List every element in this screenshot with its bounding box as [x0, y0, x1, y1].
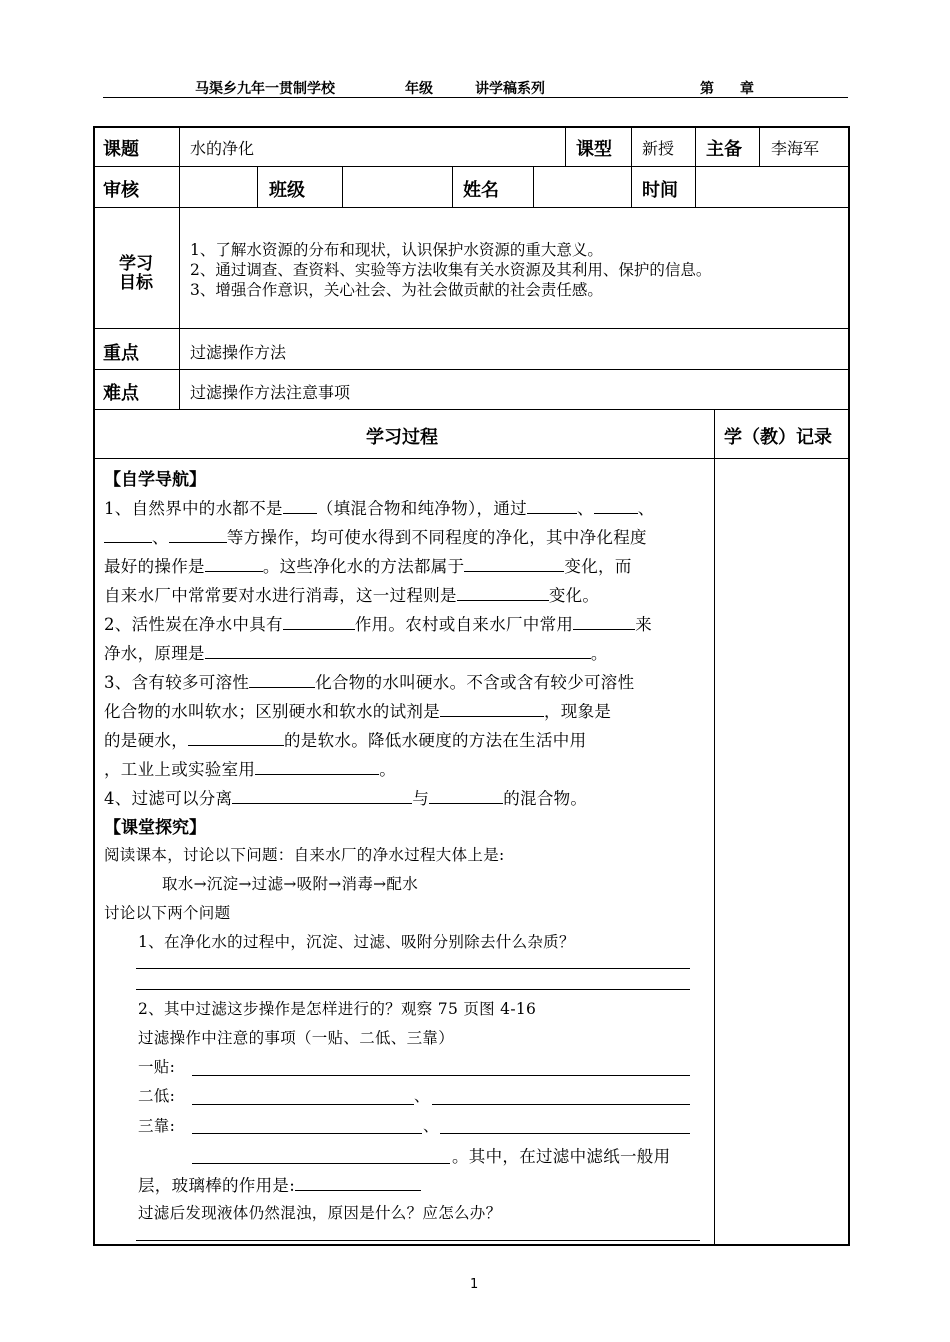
discuss-prompt: 讨论以下两个问题 — [104, 904, 231, 922]
school-name: 马渠乡九年一贯制学校 — [195, 81, 335, 97]
question-1-line-1: 1、自然界中的水都不是 （填混合物和纯净物），通过 、 、 — [104, 499, 655, 518]
goals-label-1: 学习 — [119, 254, 153, 274]
time-label: 时间 — [642, 180, 678, 201]
header-rule — [103, 97, 848, 98]
explore-title: 【课堂探究】 — [104, 818, 206, 838]
record-title: 学（教）记录 — [724, 427, 832, 448]
yitie-answer-line[interactable] — [192, 1075, 690, 1076]
discussion-question-1: 1、在净化水的过程中，沉淀、过滤、吸附分别除去什么杂质？ — [138, 933, 575, 951]
erdi-separator: 、 — [414, 1087, 430, 1105]
erdi-label: 二低: — [138, 1087, 176, 1105]
answer-line-1[interactable] — [136, 968, 690, 969]
class-label: 班级 — [269, 180, 305, 201]
zhang-label: 章 — [740, 81, 754, 97]
question-2-line-1: 2、活性炭在净水中具有 作用。农村或自来水厂中常用 来 — [104, 615, 653, 634]
lead-value: 李海军 — [771, 139, 820, 158]
topic-value: 水的净化 — [190, 139, 255, 158]
question-3-line-2: 化合物的水叫软水；区别硬水和软水的试剂是 ，现象是 — [104, 702, 612, 721]
erdi-answer-line-2[interactable] — [432, 1104, 690, 1105]
flow-process: 取水→沉淀→过滤→吸附→消毒→配水 — [162, 875, 419, 893]
question-2-line-2: 净水，原理是 。 — [104, 644, 608, 663]
key-value: 过滤操作方法 — [190, 343, 287, 362]
di-label: 第 — [700, 81, 714, 97]
grade-label: 年级 — [405, 81, 433, 97]
review-label: 审核 — [103, 180, 139, 201]
filter-paper-text: 。其中，在过滤中滤纸一般用 — [452, 1147, 671, 1166]
turbid-question: 过滤后发现液体仍然混浊，原因是什么？应怎么办？ — [138, 1204, 502, 1222]
yitie-label: 一贴: — [138, 1058, 176, 1076]
type-value: 新授 — [642, 139, 675, 158]
answer-line-2[interactable] — [136, 989, 690, 990]
self-study-title: 【自学导航】 — [104, 470, 206, 490]
sankao-answer-line-3[interactable] — [192, 1163, 450, 1164]
difficult-value: 过滤操作方法注意事项 — [190, 383, 351, 402]
lead-label: 主备 — [706, 139, 742, 160]
question-1-line-3: 最好的操作是 。这些净化水的方法都属于 变化，而 — [104, 557, 632, 576]
sankao-label: 三靠: — [138, 1117, 176, 1135]
name-label: 姓名 — [463, 180, 499, 201]
question-1-line-2: 、 等方操作，均可使水得到不同程度的净化，其中净化程度 — [104, 524, 647, 548]
sankao-answer-line-2[interactable] — [440, 1133, 690, 1134]
goal-3: 3、增强合作意识，关心社会、为社会做贡献的社会责任感。 — [190, 281, 603, 299]
sankao-answer-line-1[interactable] — [192, 1133, 422, 1134]
sankao-separator: 、 — [423, 1117, 439, 1135]
key-label: 重点 — [103, 343, 139, 364]
goal-1: 1、了解水资源的分布和现状，认识保护水资源的重大意义。 — [190, 241, 603, 259]
goal-2: 2、通过调查、查资料、实验等方法收集有关水资源及其利用、保护的信息。 — [190, 261, 712, 279]
type-label: 课型 — [576, 139, 612, 160]
page-number: 1 — [470, 1277, 479, 1292]
filtering-notes: 过滤操作中注意的事项（一贴、二低、三靠） — [138, 1029, 455, 1047]
turbid-answer-line[interactable] — [136, 1240, 700, 1241]
question-4: 4、过滤可以分离 与 的混合物。 — [104, 789, 588, 808]
question-3-line-4: ，工业上或实验室用 。 — [104, 760, 397, 779]
topic-label: 课题 — [103, 139, 139, 160]
erdi-answer-line-1[interactable] — [192, 1104, 414, 1105]
read-prompt: 阅读课本，讨论以下问题：自来水厂的净水过程大体上是: — [104, 846, 505, 864]
glass-rod-line: 层，玻璃棒的作用是: — [138, 1172, 421, 1196]
question-1-line-4: 自来水厂中常常要对水进行消毒，这一过程则是 变化。 — [104, 586, 600, 605]
question-3-line-1: 3、含有较多可溶性 化合物的水叫硬水。不含或含有较少可溶性 — [104, 673, 635, 692]
series-label: 讲学稿系列 — [475, 81, 545, 97]
process-title: 学习过程 — [366, 427, 438, 448]
goals-label-2: 目标 — [119, 273, 153, 293]
question-3-line-3: 的是硬水， 的是软水。降低水硬度的方法在生活中用 — [104, 731, 587, 750]
discussion-question-2: 2、其中过滤这步操作是怎样进行的？观察 75 页图 4-16 — [138, 1000, 537, 1018]
difficult-label: 难点 — [103, 383, 139, 404]
